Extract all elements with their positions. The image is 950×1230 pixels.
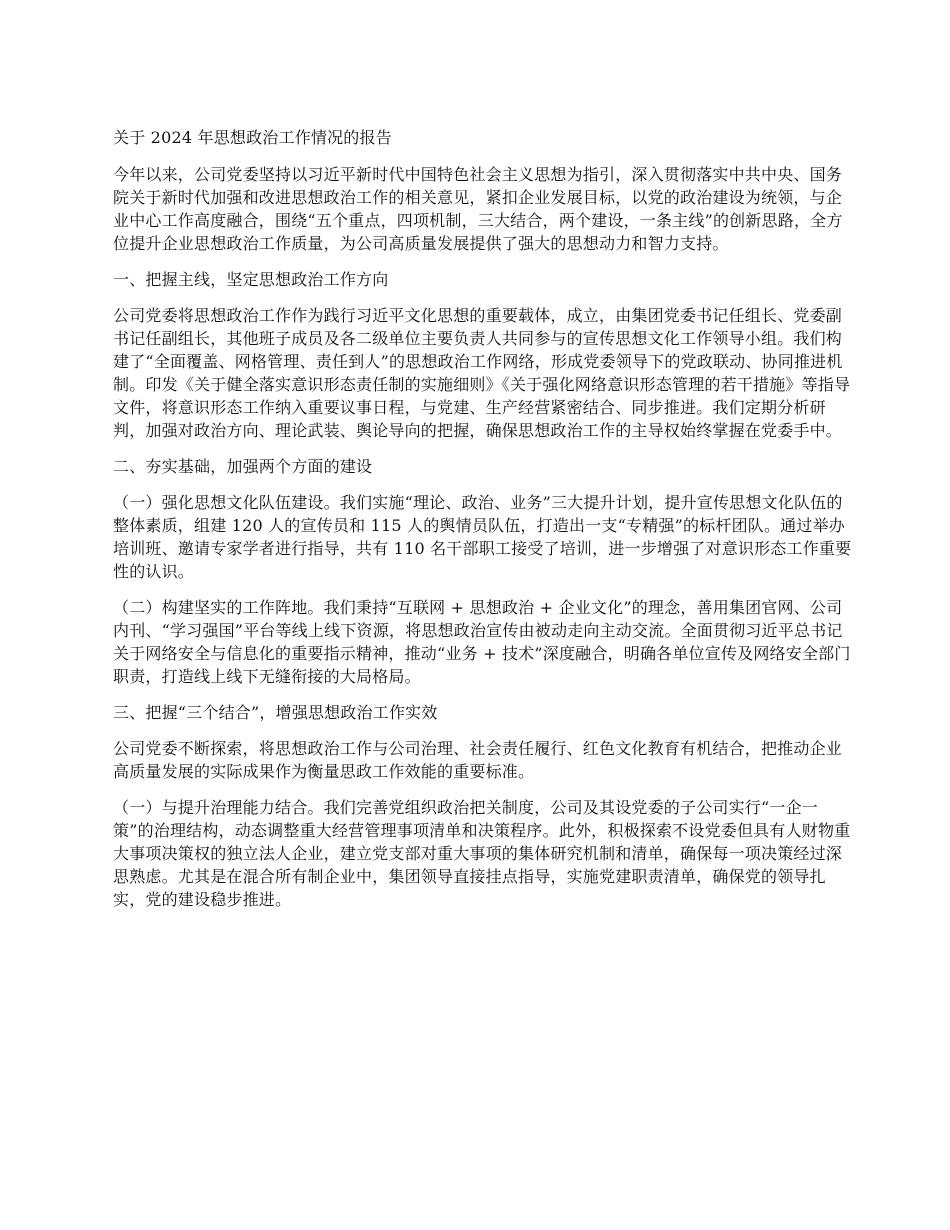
document-body	[113, 126, 858, 924]
section-1-paragraph-1: 公司党委将思想政治工作作为践行习近平文化思想的重要载体，成立，由集团党委书记任组长、党委副书记任副组长，其他班子成员及各二级单位主要负责人共同参与的宣传思想文化工作领导小组。我们构建了“全面覆盖、网格管理、责任到人”的思想政治工作网络，形成党委领导下的党政联动、协同推进机制。印发《关于健全落实意识形态责任制的实施细则》《关于强化网络意识形态管理的若干措施》等指导文件，将意识形态工作纳入重要议事日程，与党建、生产经营紧密结合、同步推进。我们定期分析研判，加强对政治方向、理论武装、舆论导向的把握，确保思想政治工作的主导权始终掌握在党委手中。	[113, 306, 851, 440]
section-3-paragraph-1: 公司党委不断探索，将思想政治工作与公司治理、社会责任履行、红色文化教育有机结合，把推动企业高质量发展的实际成果作为衡量思政工作效能的重要标准。	[113, 739, 843, 781]
section-heading-3: 三、把握“三个结合”，增强思想政治工作实效	[113, 703, 438, 722]
section-2-paragraph-1: （一）强化思想文化队伍建设。我们实施“理论、政治、业务”三大提升计划，提升宣传思想文化队伍的整体素质，组建 120 人的宣传员和 115 人的舆情员队伍，打造出一支“专精强”的标杆团队。通过举办培训班、邀请专家学者进行指导，共有 110 名干部职工接受了培训，进一步增强了对意识形态工作重要性的认识。	[113, 493, 852, 581]
section-heading-2: 二、夯实基础，加强两个方面的建设	[113, 457, 373, 476]
section-2-paragraph-2: （二）构建坚实的工作阵地。我们秉持“互联网 + 思想政治 + 企业文化”的理念，善用集团官网、公司内刊、“学习强国”平台等线上线下资源，将思想政治宣传由被动走向主动交流。全面贯彻习近平总书记关于网络安全与信息化的重要指示精神，推动“业务 + 技术”深度融合，明确各单位宣传及网络安全部门职责，打造线上线下无缝衔接的大局格局。	[113, 598, 851, 686]
section-3-paragraph-2: （一）与提升治理能力结合。我们完善党组织政治把关制度，公司及其设党委的子公司实行“一企一策”的治理结构，动态调整重大经营管理事项清单和决策程序。此外，积极探索不设党委但具有人财物重大事项决策权的独立法人企业，建立党支部对重大事项的集体研究机制和清单，确保每一项决策经过深思熟虑。尤其是在混合所有制企业中，集团领导直接挂点指导，实施党建职责清单，确保党的领导扎实，党的建设稳步推进。	[113, 798, 851, 909]
intro-paragraph: 今年以来，公司党委坚持以习近平新时代中国特色社会主义思想为指引，深入贯彻落实中共中央、国务院关于新时代加强和改进思想政治工作的相关意见，紧扣企业发展目标，以党的政治建设为统领，与企业中心工作高度融合，围绕“五个重点，四项机制，三大结合，两个建设，一条主线”的创新思路，全方位提升企业思想政治工作质量，为公司高质量发展提供了强大的思想动力和智力支持。	[113, 165, 843, 253]
section-heading-1: 一、把握主线，坚定思想政治工作方向	[113, 270, 389, 289]
document-title: 关于 2024 年思想政治工作情况的报告	[113, 128, 392, 147]
